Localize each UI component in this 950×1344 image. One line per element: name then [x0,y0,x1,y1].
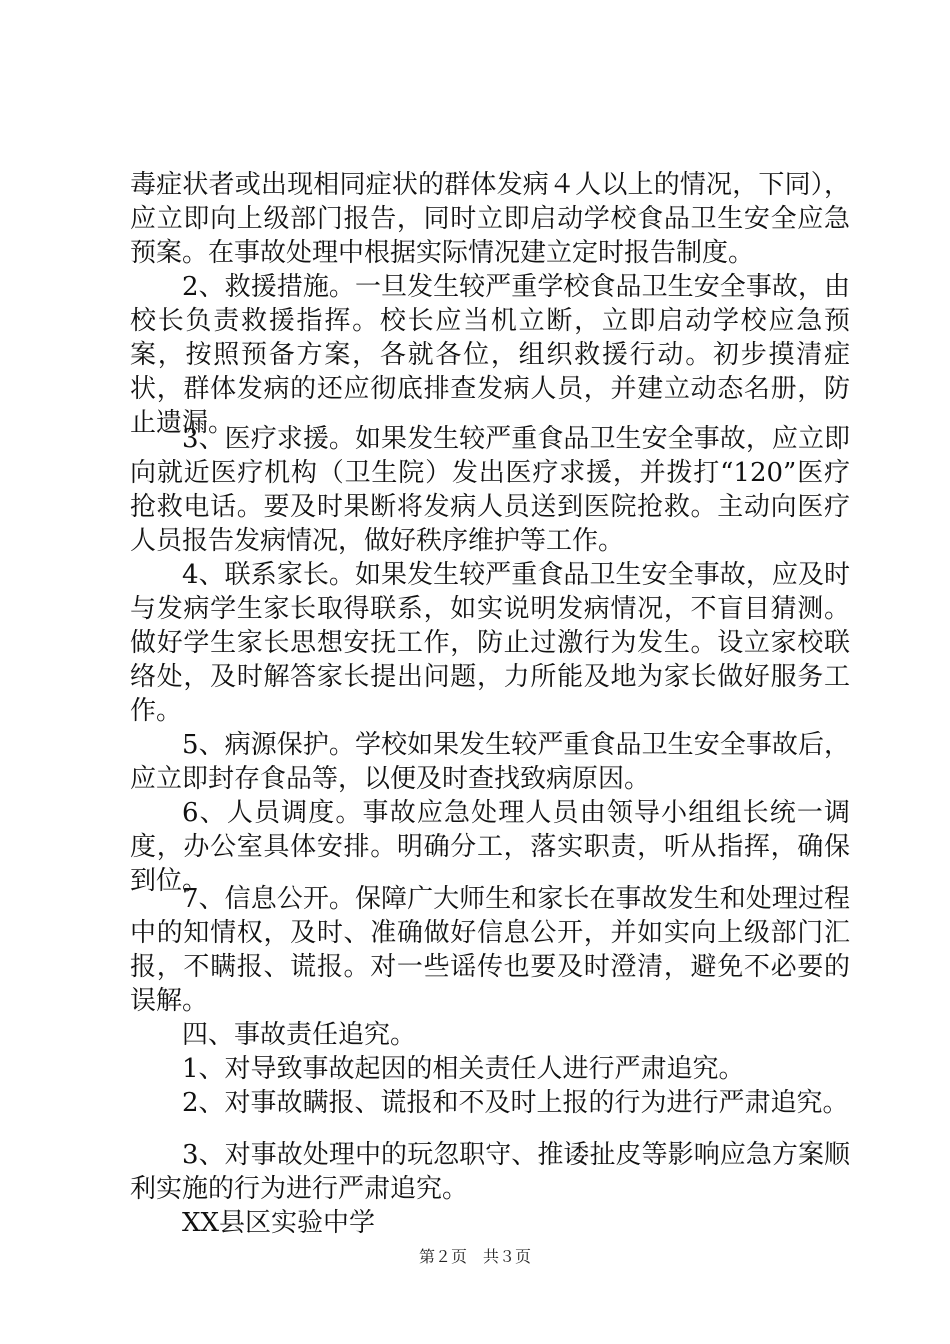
paragraph-accountability-3: 3、对事故处理中的玩忽职守、推诿扯皮等影响应急方案顺利实施的行为进行严肃追究。 [130,1140,850,1204]
signature-school-name: XX县区实验中学 [182,1208,376,1238]
paragraph-personnel-dispatch: 6、人员调度。事故应急处理人员由领导小组组长统一调度，办公室具体安排。明确分工，落实职责，听从指挥，确保到位。 [130,798,850,896]
paragraph-contact-parents: 4、联系家长。如果发生较严重食品卫生安全事故，应及时与发病学生家长取得联系，如实说明发病情况，不盲目猜测。做好学生家长思想安抚工作，防止过激行为发生。设立家校联络处，及时解答家长提出问题，力所能及地为家长做好服务工作。 [130,560,850,726]
page-number-footer: 第２页 共３页 [418,1247,531,1266]
paragraph-information-disclosure: 7、信息公开。保障广大师生和家长在事故发生和处理过程中的知情权，及时、准确做好信息公开，并如实向上级部门汇报，不瞒报、谎报。对一些谣传也要及时澄清，避免不必要的误解。 [130,884,850,1016]
paragraph-source-protection: 5、病源保护。学校如果发生较严重食品卫生安全事故后，应立即封存食品等，以便及时查找致病原因。 [130,730,850,794]
paragraph-rescue-measures: 2、救援措施。一旦发生较严重学校食品卫生安全事故，由校长负责救援指挥。校长应当机立断，立即启动学校应急预案，按照预备方案，各就各位，组织救援行动。初步摸清症状，群体发病的还应彻底排查发病人员，并建立动态名册，防止遗漏。 [130,272,850,438]
paragraph-accountability-1: 1、对导致事故起因的相关责任人进行严肃追究。 [182,1054,745,1084]
paragraph-continuation: 毒症状者或出现相同症状的群体发病４人以上的情况，下同），应立即向上级部门报告，同时立即启动学校食品卫生安全应急预案。在事故处理中根据实际情况建立定时报告制度。 [130,170,850,268]
paragraph-accountability-2: 2、对事故瞒报、谎报和不及时上报的行为进行严肃追究。 [182,1088,849,1118]
section-heading-accountability: 四、事故责任追究。 [182,1020,417,1050]
paragraph-medical-aid: 3、医疗求援。如果发生较严重食品卫生安全事故，应立即向就近医疗机构（卫生院）发出医疗求援，并拨打“120”医疗抢救电话。要及时果断将发病人员送到医院抢救。主动向医疗人员报告发病情况，做好秩序维护等工作。 [130,424,850,556]
